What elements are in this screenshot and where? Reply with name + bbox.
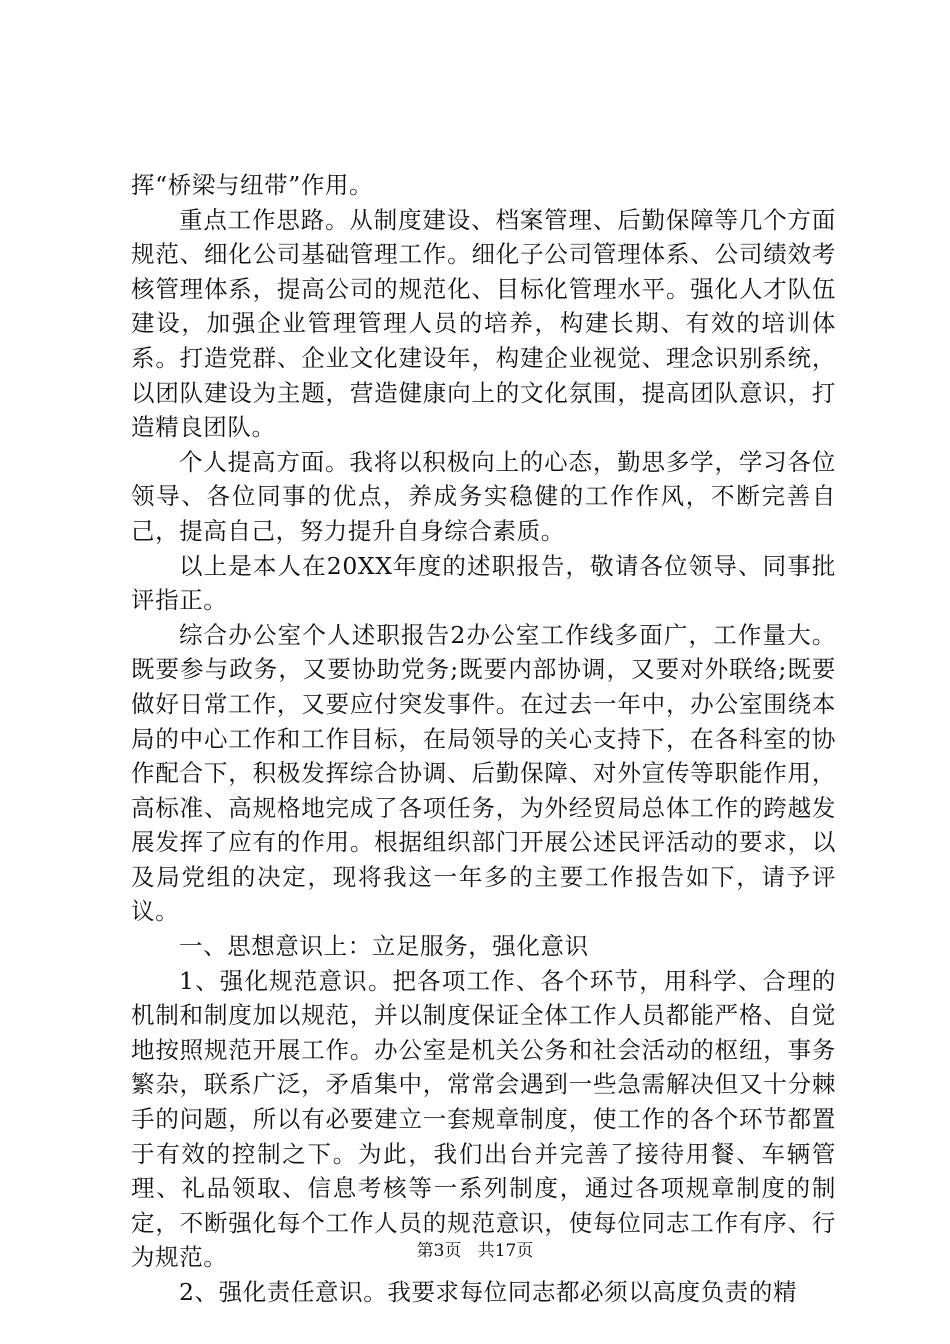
paragraph-work-plan: 重点工作思路。从制度建设、档案管理、后勤保障等几个方面规范、细化公司基础管理工作。细化子公司管理体系、公司绩效考核管理体系，提高公司的规范化、目标化管理水平。强化人才队伍建设，加强企业管理管理人员的培养，构建长期、有效的培训体系。打造党群、企业文化建设年，构建企业视觉、理念识别系统，以团队建设为主题，营造健康向上的文化氛围，提高团队意识，打造精良团队。 (131, 205, 836, 442)
paragraph-norm-awareness: 1、强化规范意识。把各项工作、各个环节，用科学、合理的机制和制度加以规范，并以制度保证全体工作人员都能严格、自觉地按照规范开展工作。办公室是机关公务和社会活动的枢纽，事务繁杂，联系广泛，矛盾集中，常常会遇到一些急需解决但又十分棘手的问题，所以有必要建立一套规章制度，使工作的各个环节都置于有效的控制之下。为此，我们出台并完善了接待用餐、车辆管理、礼品领取、信息考核等一系列制度，通过各项规章制度的制定，不断强化每个工作人员的规范意识，使每位同志工作有序、行为规范。 (131, 966, 836, 1272)
section-heading: 一、思想意识上：立足服务，强化意识 (179, 932, 589, 961)
page-footer (0, 1240, 950, 1262)
page-number: 第3页 (416, 1241, 462, 1261)
paragraph-personal-improvement: 个人提高方面。我将以积极向上的心态，勤思多学，学习各位领导、各位同事的优点，养成务实稳健的工作作风，不断完善自己，提高自己，努力提升自身综合素质。 (131, 447, 836, 545)
paragraph-report-2-intro: 综合办公室个人述职报告2办公室工作线多面广，工作量大。既要参与政务，又要协助党务;既要内部协调，又要对外联络;既要做好日常工作，又要应付突发事件。在过去一年中，办公室围绕本局的中心工作和工作目标，在局领导的关心支持下，在各科室的协作配合下，积极发挥综合协调、后勤保障、对外宣传等职能作用，高标准、高规格地完成了各项任务，为外经贸局总体工作的跨越发展发挥了应有的作用。根据组织部门开展公述民评活动的要求，以及局党组的决定，现将我这一年多的主要工作报告如下，请予评议。 (131, 620, 836, 926)
page-separator (467, 1241, 472, 1261)
page-total: 共17页 (477, 1241, 534, 1261)
paragraph-closing: 以上是本人在20XX年度的述职报告，敬请各位领导、同事批评指正。 (131, 551, 836, 615)
paragraph-continuation: 挥“桥梁与纽带”作用。 (131, 171, 374, 199)
paragraph-responsibility-awareness: 2、强化责任意识。我要求每位同志都必须以高度负责的精 (179, 1278, 798, 1306)
document-body (131, 168, 836, 1310)
